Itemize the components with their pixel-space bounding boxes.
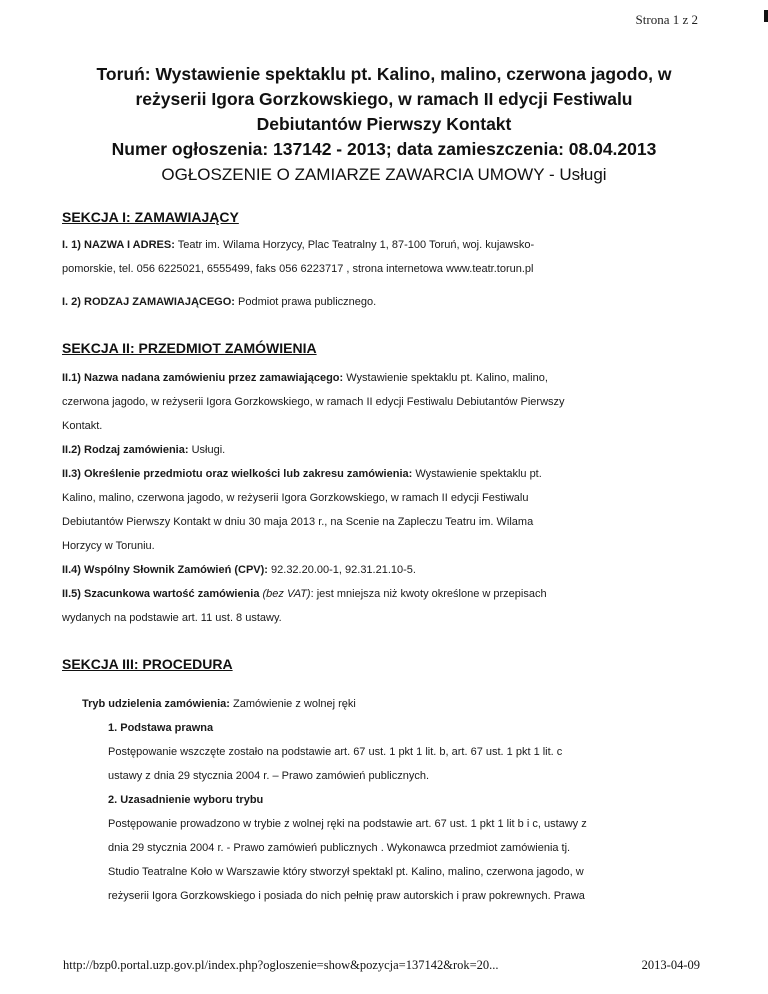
- procedure-details: [108, 716, 708, 908]
- ii5-text-b: wydanych na podstawie art. 11 ust. 8 ustawy.: [62, 612, 282, 624]
- ii3-text-b: Kalino, malino, czerwona jagodo, w reżyserii Igora Gorzkowskiego, w ramach II edycji Festiwalu: [62, 492, 529, 504]
- procedure-mode: [82, 692, 702, 716]
- ii2-label: II.2) Rodzaj zamówienia:: [62, 444, 189, 456]
- ii1-label: II.1) Nazwa nadana zamówieniu przez zamawiającego:: [62, 372, 344, 384]
- ii5-text-a: : jest mniejsza niż kwoty określone w przepisach: [310, 588, 547, 600]
- ii1-text-b: czerwona jagodo, w reżyserii Igora Gorzkowskiego, w ramach II edycji Festiwalu Debiutantów Pierwszy: [62, 396, 565, 408]
- justification-text-a: Postępowanie prowadzono w trybie z wolnej ręki na podstawie art. 67 ust. 1 pkt 1 lit b i c, ustawy z: [108, 818, 587, 830]
- justification-heading: 2. Uzasadnienie wyboru trybu: [108, 794, 264, 806]
- legal-basis-text-b: ustawy z dnia 29 stycznia 2004 r. – Prawo zamówień publicznych.: [108, 770, 429, 782]
- ii2-text: Usługi.: [188, 444, 226, 456]
- i2-text: Podmiot prawa publicznego.: [234, 296, 377, 308]
- ii3-text-d: Horzycy w Toruniu.: [62, 540, 155, 552]
- justification-text-d: reżyserii Igora Gorzkowskiego i posiada do nich pełnię praw autorskich i praw pokrewnych. Prawa: [108, 890, 585, 902]
- ii1-text-a: Wystawienie spektaklu pt. Kalino, malino,: [343, 372, 548, 384]
- section-2-heading: SEKCJA II: PRZEDMIOT ZAMÓWIENIA: [62, 340, 317, 356]
- ii3-text-c: Debiutantów Pierwszy Kontakt w dniu 30 maja 2013 r., na Scenie na Zapleczu Teatru im. Wilama: [62, 516, 534, 528]
- ii5-label: II.5) Szacunkowa wartość zamówienia: [62, 588, 260, 600]
- justification-text-c: Studio Teatralne Koło w Warszawie który stworzył spektakl pt. Kalino, malino, czerwona jagodo, w: [108, 866, 584, 878]
- announcement-type: OGŁOSZENIE O ZAMIARZE ZAWARCIA UMOWY - Usługi: [161, 165, 607, 184]
- legal-basis-heading: 1. Podstawa prawna: [108, 722, 214, 734]
- title-line-1: Toruń: Wystawienie spektaklu pt. Kalino, malino, czerwona jagodo, w: [96, 64, 672, 84]
- ii1-text-c: Kontakt.: [62, 420, 103, 432]
- section-1-heading: SEKCJA I: ZAMAWIAJĄCY: [62, 209, 239, 225]
- ii3-text-a: Wystawienie spektaklu pt.: [412, 468, 542, 480]
- section-1-name-address: [62, 233, 712, 281]
- footer-url: http://bzp0.portal.uzp.gov.pl/index.php?ogloszenie=show&pozycja=137142&rok=20...: [63, 958, 499, 972]
- i1-label: I. 1) NAZWA I ADRES:: [62, 239, 175, 251]
- ii4-label: II.4) Wspólny Słownik Zamówień (CPV):: [62, 564, 268, 576]
- document-title: [0, 62, 768, 187]
- footer-date: 2013-04-09: [641, 958, 700, 972]
- justification-text-b: dnia 29 stycznia 2004 r. - Prawo zamówień publicznych . Wykonawca przedmiot zamówienia tj.: [108, 842, 571, 854]
- section-1-type: [62, 290, 712, 314]
- announcement-number: Numer ogłoszenia: 137142 - 2013; data zamieszczenia: 08.04.2013: [111, 139, 657, 159]
- ii5-italic: (bez VAT): [259, 588, 311, 600]
- i1-text-b: pomorskie, tel. 056 6225021, 6555499, faks 056 6223717 , strona internetowa www.teatr.torun.pl: [62, 263, 534, 275]
- ii4-text: 92.32.20.00-1, 92.31.21.10-5.: [267, 564, 416, 576]
- tryb-label: Tryb udzielenia zamówienia:: [82, 698, 230, 710]
- legal-basis-text-a: Postępowanie wszczęte zostało na podstawie art. 67 ust. 1 pkt 1 lit. b, art. 67 ust. 1 pkt 1 lit. c: [108, 746, 563, 758]
- tryb-text: Zamówienie z wolnej ręki: [229, 698, 356, 710]
- section-3-heading: SEKCJA III: PROCEDURA: [62, 656, 233, 672]
- title-line-3: Debiutantów Pierwszy Kontakt: [256, 114, 512, 134]
- page-indicator: Strona 1 z 2: [635, 12, 698, 27]
- ii3-label: II.3) Określenie przedmiotu oraz wielkości lub zakresu zamówienia:: [62, 468, 413, 480]
- i1-text-a: Teatr im. Wilama Horzycy, Plac Teatralny 1, 87-100 Toruń, woj. kujawsko-: [174, 239, 535, 251]
- edge-mark: [764, 10, 768, 22]
- section-2-body: [62, 366, 712, 630]
- title-line-2: reżyserii Igora Gorzkowskiego, w ramach II edycji Festiwalu: [135, 89, 633, 109]
- i2-label: I. 2) RODZAJ ZAMAWIAJĄCEGO:: [62, 296, 235, 308]
